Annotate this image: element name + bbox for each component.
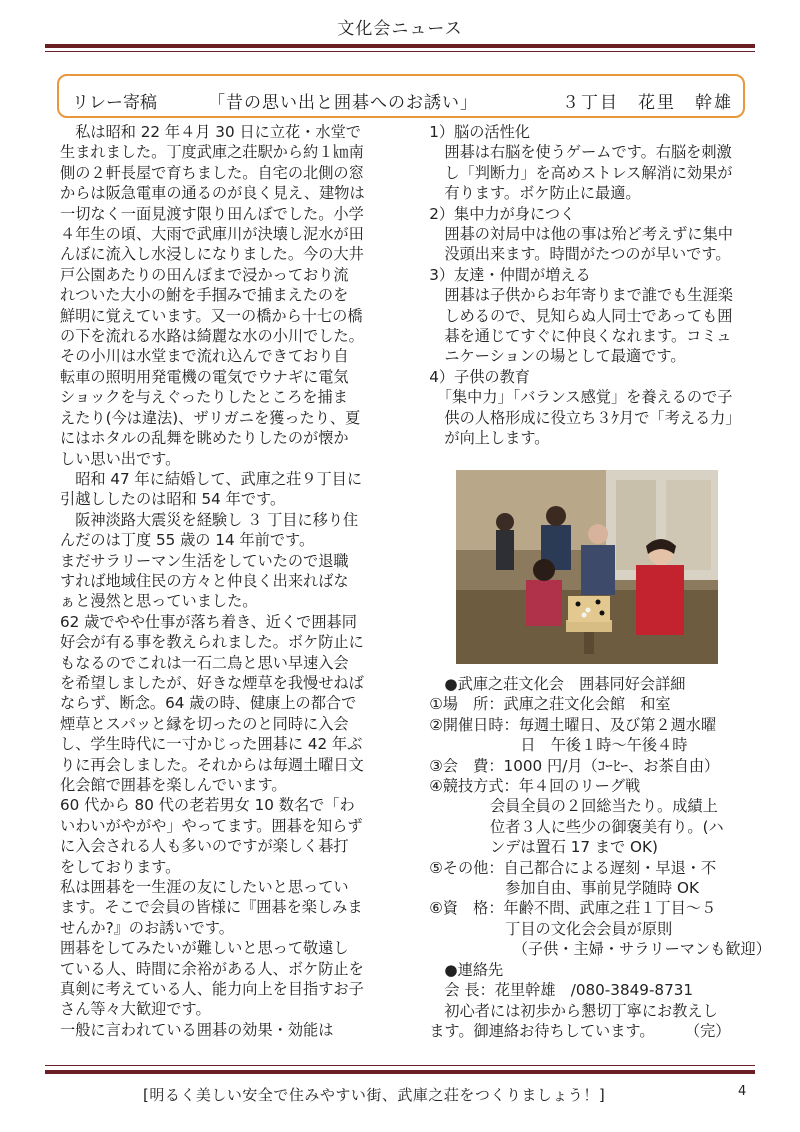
left-column-line: 私は昭和 22 年４月 30 日に立花・水堂で xyxy=(60,123,361,141)
left-column-line: んだのは丁度 55 歳の 14 年前です。 xyxy=(60,531,315,550)
left-column-line: 私は囲碁を一生涯の友にしたいと思ってい xyxy=(60,878,349,897)
left-column-line: 鮮明に覚えています。又一の橋から十七の橋 xyxy=(60,306,363,325)
footer-rule-thick xyxy=(45,1070,755,1074)
left-column-line: さん等々大歓迎です。 xyxy=(60,1000,211,1019)
club-detail-line: ●武庫之荘文化会 囲碁同好会詳細 xyxy=(414,675,686,693)
club-detail-line: 日 午後１時～午後４時 xyxy=(414,736,688,755)
left-column-line: 一切なく一面見渡す限り田んぼでした。小学 xyxy=(60,204,364,223)
left-column-line: ている人、時間に余裕がある人、ボケ防止を xyxy=(60,959,364,978)
benefit-line: しめるので、見知らぬ人同士であっても囲 xyxy=(414,306,733,325)
left-column-line: に入会される人も多いのですが楽しく碁打 xyxy=(60,837,349,856)
benefit-line: 供の人格形成に役立ち３ｹ月で「考える力」 xyxy=(414,408,741,427)
club-detail-line: 会員全員の２回総当たり。成績上 xyxy=(414,797,718,816)
go-club-photo-illustration xyxy=(456,470,718,664)
left-column-line: ならず、断念。64 歳の時、健康上の都合で xyxy=(60,694,357,713)
club-detail-line: 初心者には初歩から懇切丁寧にお教えし xyxy=(414,1001,718,1020)
left-column-line: 引越ししたのは昭和 54 年です。 xyxy=(60,490,286,509)
left-column-line: 化会館で囲碁を楽しんでいます。 xyxy=(60,776,287,794)
benefit-line: 有ります。ボケ防止に最適。 xyxy=(414,184,641,203)
benefit-line: し「判断力」を高めストレス解消に効果が xyxy=(414,163,733,182)
header-rule-thick xyxy=(45,44,755,48)
club-detail-line: ②開催日時：毎週土曜日、及び第２週水曜 xyxy=(414,715,717,734)
left-column-line: 一般に言われている囲碁の効果・効能は xyxy=(60,1020,334,1039)
left-column-line: 好会が有る事を教えられました。ボケ防止に xyxy=(60,633,364,652)
left-column-line: 煙草とスパッと縁を切ったのと同時に入会 xyxy=(60,714,349,733)
left-column-line: 生まれました。丁度武庫之荘駅から約１㎞南 xyxy=(60,143,364,162)
club-detail-line: ③会 費：1000 円/月（ｺｰﾋｰ、お茶自由） xyxy=(414,756,720,775)
benefit-line: 碁を通じてすぐに仲良くなれます。コミュ xyxy=(414,327,732,346)
left-column-line: もなるのでこれは一石二鳥と思い早速入会 xyxy=(60,653,349,672)
left-column-line: んぼに流入し水浸しになりました。今の大井 xyxy=(60,245,364,264)
left-column-line: えたり(今は違法)、ザリガニを獲ったり、夏 xyxy=(60,408,361,427)
benefit-line: 3）友達・仲間が増える xyxy=(414,265,591,284)
club-detail-line: 会 長：花里幹雄 /080-3849-8731 xyxy=(414,981,694,1000)
newsletter-title: 文化会ニュース xyxy=(337,19,463,39)
benefit-line: が向上します。 xyxy=(414,429,550,448)
benefit-line: 「集中力」「バランス感覚」を養えるので子 xyxy=(414,388,733,407)
left-column-line: 囲碁をしてみたいが難しいと思って敬遠し xyxy=(60,939,349,958)
club-detail-line: ④競技方式：年４回のリーグ戦 xyxy=(414,777,641,796)
article-right-column-benefits xyxy=(414,122,754,449)
left-column-line: からは阪急電車の通るのが良く見え、建物は xyxy=(60,184,365,203)
go-club-photo xyxy=(456,470,718,664)
left-column-line: をしております。 xyxy=(60,857,181,876)
left-column-line: ４年生の頃、大雨で武庫川が決壊し泥水が田 xyxy=(60,225,364,244)
club-detail-line: 参加自由、事前見学随時 OK xyxy=(414,879,699,898)
left-column-line: せんか?』のお誘いです。 xyxy=(60,918,234,937)
article-label: リレー寄稿 xyxy=(72,93,157,113)
left-column-line: の下を流れる水路は綺麗な水の小川でした。 xyxy=(60,327,364,346)
benefit-line: 4）子供の教育 xyxy=(414,367,530,386)
benefit-line: 1）脳の活性化 xyxy=(414,123,530,141)
left-column-line: 真剣に考えている人、能力向上を目指すお子 xyxy=(60,980,364,999)
left-column-line: すれば地域住民の方々と仲良く出来ればな xyxy=(60,571,349,590)
club-detail-line: ⑤その他：自己都合による遅刻・早退・不 xyxy=(414,858,717,877)
left-column-line: 60 代から 80 代の老若男女 10 数名で「わ xyxy=(60,796,355,815)
benefit-line: 囲碁の対局中は他の事は殆ど考えずに集中 xyxy=(414,225,733,244)
left-column-line: まだサラリーマン生活をしていたので退職 xyxy=(60,551,349,570)
benefit-line: 囲碁は右脳を使うゲームです。右脳を刺激 xyxy=(414,143,732,162)
left-column-line: にはホタルの乱舞を眺めたりしたのが懐か xyxy=(60,429,349,448)
article-author: ３丁目 花里 幹雄 xyxy=(562,93,733,113)
left-column-line: ぁと漫然と思っていました。 xyxy=(60,592,258,611)
footer-rule-thin xyxy=(45,1065,755,1066)
left-column-line: ます。そこで会員の皆様に『囲碁を楽しみま xyxy=(60,898,363,917)
left-column-line: を希望しましたが、好きな煙草を我慢せねば xyxy=(60,673,364,692)
club-detail-line: ①場 所：武庫之荘文化会館 和室 xyxy=(414,695,671,714)
left-column-line: 阪神淡路大震災を経験し ３ 丁目に移り住 xyxy=(60,510,359,529)
club-detail-line: ンデは置石 17 まで OK) xyxy=(414,838,658,857)
footer-slogan: [明るく美しい安全で住みやすい街、武庫之荘をつくりましょう！] xyxy=(143,1086,606,1104)
club-detail-line: ます。御連絡お待ちしています。 （完） xyxy=(414,1021,731,1040)
header-rule-thin xyxy=(45,51,755,52)
club-detail-line: ●連絡先 xyxy=(414,960,504,979)
left-column-line: その小川は水堂まで流れ込んできており自 xyxy=(60,347,349,366)
club-detail-line: ⑥資 格：年齢不問、武庫之荘１丁目～５ xyxy=(414,899,717,918)
left-column-line: 62 歳でやや仕事が落ち着き、近くで囲碁同 xyxy=(60,612,357,631)
left-column-line: ショックを与えぐったりしたところを捕ま xyxy=(60,388,348,407)
left-column-line: し、学生時代に一寸かじった囲碁に 42 年ぶ xyxy=(60,735,363,754)
left-column-line: 戸公園あたりの田んぼまで浸かっており流 xyxy=(60,265,349,284)
left-column-line: 転車の照明用発電機の電気でウナギに電気 xyxy=(60,367,349,386)
left-column-line: 昭和 47 年に結婚して、武庫之荘９丁目に xyxy=(60,469,363,488)
club-detail-line: 位者３人に些少の御褒美有り。(ハ xyxy=(414,817,724,836)
article-left-column xyxy=(60,122,390,1040)
page-number: 4 xyxy=(738,1084,747,1099)
benefit-line: ニケーションの場として最適です。 xyxy=(414,347,686,366)
club-details xyxy=(414,674,771,1041)
benefit-line: 没頭出来ます。時間がたつのが早いです。 xyxy=(414,245,731,264)
left-column-line: 側の２軒長屋で育ちました。自宅の北側の窓 xyxy=(60,163,364,182)
benefit-line: 2）集中力が身につく xyxy=(414,204,576,223)
left-column-line: いわいがやがや」やってます。囲碁を知らず xyxy=(60,816,363,835)
left-column-line: れついた大小の鮒を手掴みで捕まえたのを xyxy=(60,286,349,305)
benefit-line: 囲碁は子供からお年寄りまで誰でも生涯楽 xyxy=(414,286,733,305)
left-column-line: しい思い出です。 xyxy=(60,449,181,468)
club-detail-line: （子供・主婦・サラリーマンも歓迎） xyxy=(414,940,771,959)
left-column-line: りに再会しました。それからは毎週土曜日文 xyxy=(60,755,364,774)
article-title: 「昔の思い出と囲碁へのお誘い」 xyxy=(208,93,478,113)
club-detail-line: 丁目の文化会会員が原則 xyxy=(414,919,673,938)
